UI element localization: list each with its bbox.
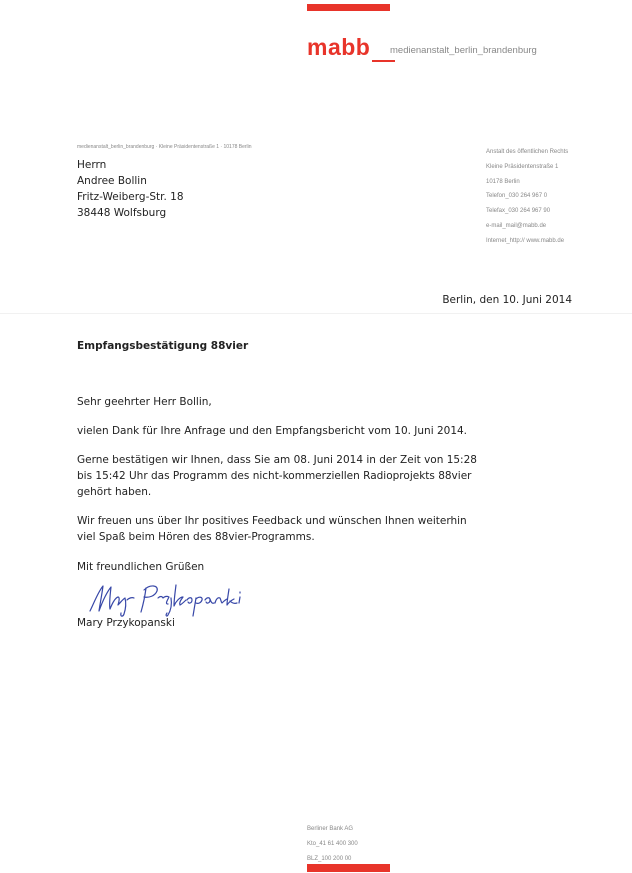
logo-word: mabb [307,34,371,60]
logo-underline [372,60,395,62]
organization-info [486,145,568,249]
date-line: Berlin, den 10. Juni 2014 [442,294,572,306]
info-fax: Telefax_030 264 967 90 [486,208,551,215]
bank-account: Kto_41 61 400 300 [307,841,358,847]
info-phone: Telefon_030 264 967 0 [486,193,548,200]
recipient-address [77,157,184,221]
subject-line: Empfangsbestätigung 88vier [77,340,249,352]
greeting: Sehr geehrter Herr Bollin, [77,396,212,408]
handwritten-signature [88,578,263,618]
bank-code: BLZ_100 200 00 [307,856,352,862]
scan-seam [0,313,632,314]
logo-name: medienanstalt_berlin_brandenburg [390,45,537,56]
sender-return-address: medienanstalt_berlin_brandenburg · Kleine Präsidentenstraße 1 · 10178 Berlin [77,144,252,150]
signer-name: Mary Przykopanski [77,617,175,629]
info-city: 10178 Berlin [486,178,520,185]
info-street: Kleine Präsidentenstraße 1 [486,163,559,170]
letter-body [77,394,477,545]
brand-bar-top [307,4,390,11]
brand-bar-bottom [307,864,390,872]
bank-details [307,822,358,867]
body-paragraph-1: vielen Dank für Ihre Anfrage und den Empfangsbericht vom 10. Juni 2014. [77,425,468,437]
recipient-street: Fritz-Weiberg-Str. 18 [77,191,184,203]
body-paragraph-3: Wir freuen uns über Ihr positives Feedback und wünschen Ihnen weiterhin viel Spaß beim Hören des 88vier-Programms. [77,515,467,543]
body-paragraph-2: Gerne bestätigen wir Ihnen, dass Sie am 08. Juni 2014 in der Zeit von 15:28 bis 15:42 Uhr das Programm des nicht-kommerziellen Radioprojekts 88vier gehört haben. [77,454,477,498]
closing: Mit freundlichen Grüßen [77,561,205,573]
recipient-salutation: Herrn [77,159,107,171]
info-website: Internet_http:// www.mabb.de [486,237,565,244]
recipient-name: Andree Bollin [77,175,147,187]
info-legal-form: Anstalt des öffentlichen Rechts [486,149,569,155]
recipient-city: 38448 Wolfsburg [77,207,167,219]
info-email: e-mail_mail@mabb.de [486,222,547,229]
bank-name: Berliner Bank AG [307,826,354,832]
